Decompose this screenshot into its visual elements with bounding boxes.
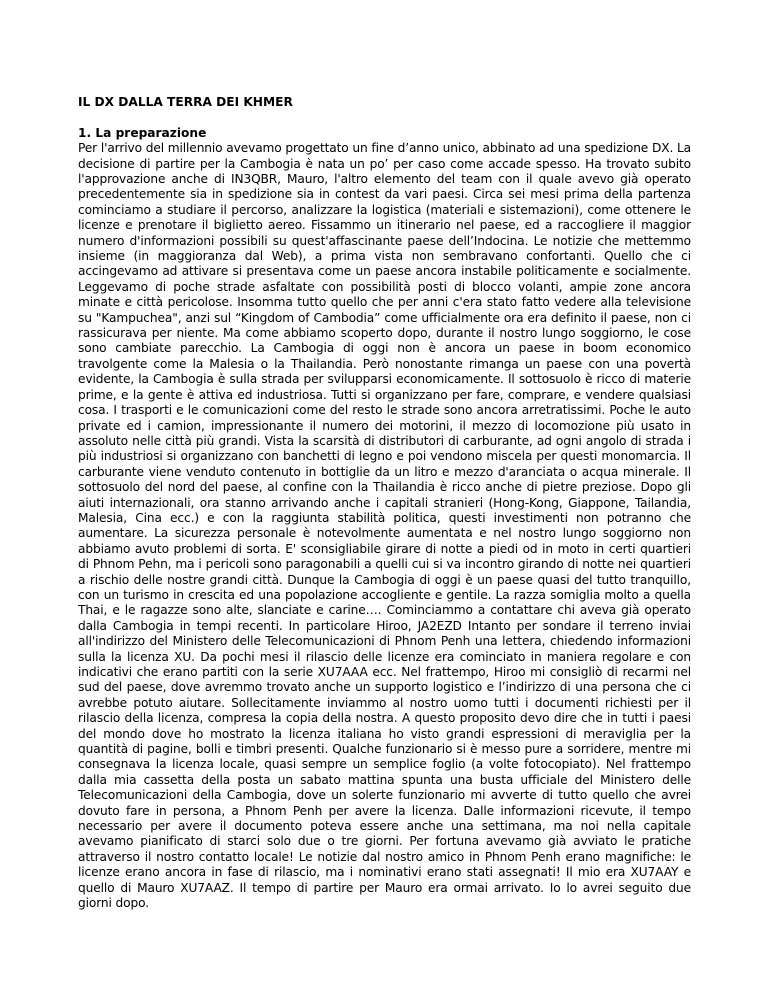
blank-line — [78, 110, 691, 125]
document-title: IL DX DALLA TERRA DEI KHMER — [78, 95, 293, 109]
section-heading: 1. La preparazione — [78, 125, 207, 140]
document-page — [78, 95, 691, 912]
section-body-paragraph: Per l'arrivo del millennio avevamo progettato un fine d’anno unico, abbinato ad una spedizione DX. La decisione di partire per la Cambogia è nata un po’ per caso come accade spesso. Ha trovato subito l'approvazione anche di IN3QBR, Mauro, l'altro elemento del team con il quale avevo già operato precedentemente sia in spedizione sia in contest da vari paesi. Circa sei mesi prima della partenza cominciamo a studiare il percorso, analizzare la logistica (materiali e sistemazioni), come ottenere le licenze e prenotare il biglietto aereo. Fissammo un itinerario nel paese, ed a raccogliere il maggior numero d'informazioni possibili su quest'affascinante paese dell’Indocina. Le notizie che mettemmo insieme (in maggioranza dal Web), a prima vista non sembravano confortanti. Quello che ci accingevamo ad attivare si presentava come un paese ancora instabile politicamente e socialmente. Leggevamo di poche strade asfaltate con possibilità posti di blocco volanti, ampie zone ancora minate e città pericolose. Insomma tutto quello che per anni c'era stato fatto vedere alla televisione su "Kampuchea", anzi sul “Kingdom of Cambodia” come ufficialmente ora era definito il paese, non ci rassicurava per niente. Ma come abbiamo scoperto dopo, durante il nostro lungo soggiorno, le cose sono cambiate parecchio. La Cambogia di oggi non è ancora un paese in boom economico travolgente come la Malesia o la Thailandia. Però nonostante rimanga un paese con una povertà evidente, la Cambogia è sulla strada per svilupparsi economicamente. Il sottosuolo è ricco di materie prime, e la gente è attiva ed industriosa. Tutti si organizzano per fare, comprare, e vendere qualsiasi cosa. I trasporti e le comunicazioni come del resto le strade sono ancora arretratissimi. Poche le auto private ed i camion, impressionante il numero dei motorini, il mezzo di locomozione più usato in assoluto nelle città più grandi. Vista la scarsità di distributori di carburante, ad ogni angolo di strada i più industriosi si organizzano con banchetti di legno e poi vendono miscela per questi monomarcia. Il carburante viene venduto contenuto in bottiglie da un litro e mezzo d'aranciata o acqua minerale. Il sottosuolo del nord del paese, al confine con la Thailandia è ricco anche di pietre preziose. Dopo gli aiuti internazionali, ora stanno arrivando anche i capitali stranieri (Hong-Kong, Giappone, Tailandia, Malesia, Cina ecc.) e con la raggiunta stabilità politica, questi investimenti non potranno che aumentare. La sicurezza personale è notevolmente aumentata e nel nostro lungo soggiorno non abbiamo avuto problemi di sorta. E' sconsigliabile girare di notte a piedi od in moto in certi quartieri di Phnom Pehn, ma i pericoli sono paragonabili a quelli cui si va incontro girando di notte nei quartieri a rischio delle nostre grandi città. Dunque la Cambogia di oggi è un paese quasi del tutto tranquillo, con un turismo in crescita ed una popolazione accogliente e gentile. La razza somiglia molto a quella Thai, e le ragazze sono alte, slanciate e carine…. Cominciammo a contattare chi aveva già operato dalla Cambogia in tempi recenti. In particolare Hiroo, JA2EZD Intanto per sondare il terreno inviai all'indirizzo del Ministero delle Telecomunicazioni di Phnom Penh una lettera, chiedendo informazioni sulla la licenza XU. Da pochi mesi il rilascio delle licenze era cominciato in maniera regolare e con indicativi che erano partiti con la serie XU7AAA ecc. Nel frattempo, Hiroo mi consigliò di recarmi nel sud del paese, dove avremmo trovato anche un supporto logistico e l’indirizzo di una persona che ci avrebbe potuto aiutare. Sollecitamente inviammo al nostro uomo tutti i documenti richiesti per il rilascio della licenza, compresa la copia della nostra. A questo proposito devo dire che in tutti i paesi del mondo dove ho mostrato la licenza italiana ho visto grandi espressioni di meraviglia per la quantità di pagine, bolli e timbri presenti. Qualche funzionario si è messo pure a sorridere, mentre mi consegnava la licenza locale, quasi sempre un semplice foglio (a volte fotocopiato). Nel frattempo dalla mia cassetta della posta un sabato mattina spunta una busta ufficiale del Ministero delle Telecomunicazioni della Cambogia, dove un solerte funzionario mi avverte di tutto quello che avrei dovuto fare in persona, a Phnom Penh per avere la licenza. Dalle informazioni ricevute, il tempo necessario per avere il documento poteva essere anche una settimana, ma noi nella capitale avevamo pianificato di starci solo due o tre giorni. Per fortuna avevamo già avviato le pratiche attraverso il nostro contatto locale! Le notizie dal nostro amico in Phnom Penh erano magnifiche: le licenze erano ancora in fase di rilascio, ma i nominativi erano stati assegnati! Il mio era XU7AAY e quello di Mauro XU7AAZ. Il tempo di partire per Mauro era ormai arrivato. Io lo avrei seguito due giorni dopo. — [78, 141, 691, 911]
